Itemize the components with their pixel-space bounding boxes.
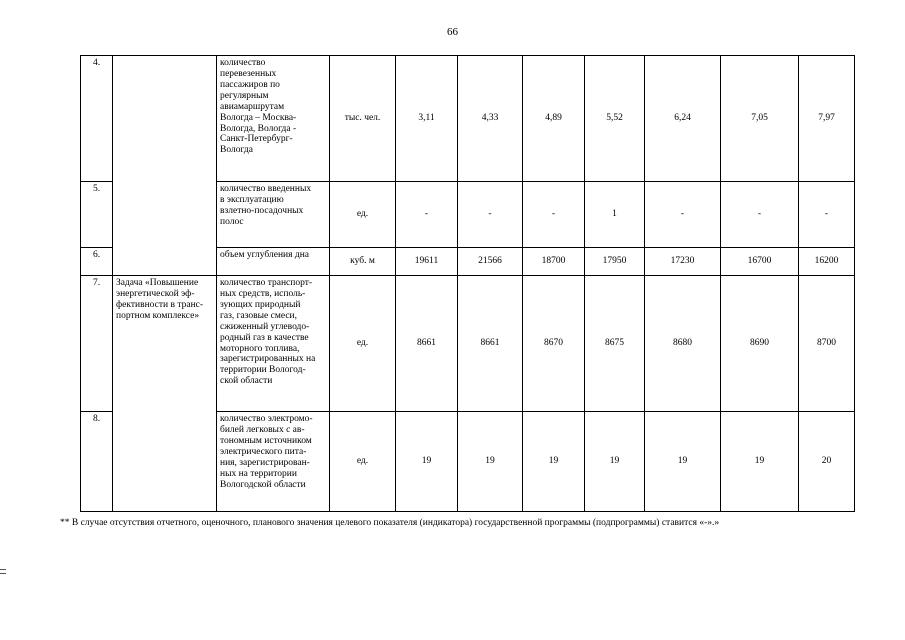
row-number-cell: 5. [81,182,113,248]
margin-mark [0,573,6,574]
row-number-cell: 8. [81,412,113,512]
value-cell: 17950 [585,248,645,276]
row-number-cell: 6. [81,248,113,276]
value-cell: 4,33 [458,56,523,182]
value-cell: 20 [799,412,855,512]
value-cell: 19 [585,412,645,512]
value-cell: 4,89 [523,56,585,182]
value-cell: 8661 [396,276,458,412]
value-cell: 8675 [585,276,645,412]
value-cell: 19 [458,412,523,512]
value-cell: 8680 [645,276,721,412]
value-cell: - [523,182,585,248]
indicator-cell: количество введенных в эксплуатацию взлетно-посадочных полос [217,182,330,248]
value-cell: - [396,182,458,248]
value-cell: - [645,182,721,248]
value-cell: 19 [721,412,799,512]
value-cell: 1 [585,182,645,248]
unit-cell: ед. [330,182,396,248]
table-body [81,56,855,512]
value-cell: 6,24 [645,56,721,182]
indicator-cell: количество перевезенных пассажиров по регулярным авиамаршрутам Вологда – Москва- Вологда, Вологда - Санкт-Петербург- Вологда [217,56,330,182]
value-cell: 21566 [458,248,523,276]
value-cell: - [721,182,799,248]
indicator-cell: количество транспорт- ных средств, исполь- зующих природный газ, газовые смеси, сжиженный углеводо- родный газ в качестве моторного топлива, зарегистрированных на территории Вологод- ской области [217,276,330,412]
value-cell: 5,52 [585,56,645,182]
row-number-cell: 4. [81,56,113,182]
value-cell: 19611 [396,248,458,276]
table-row [81,56,855,182]
value-cell: 8661 [458,276,523,412]
indicator-cell: количество электромо- билей легковых с ав- тономным источником электрического пита- ния, зарегистрирован- ных на территории Вологодской области [217,412,330,512]
value-cell: 18700 [523,248,585,276]
page-number: 66 [447,26,458,38]
row-number-cell: 7. [81,276,113,412]
value-cell: 8700 [799,276,855,412]
value-cell: 17230 [645,248,721,276]
margin-mark [0,569,6,570]
value-cell: 19 [396,412,458,512]
value-cell: 16700 [721,248,799,276]
footnote: ** В случае отсутствия отчетного, оценочного, планового значения целевого показателя (индикатора) государственной программы (подпрограммы) ставится «-».» [60,518,720,528]
value-cell: 8690 [721,276,799,412]
task-cell: Задача «Повышение энергетической эф- фективности в транс- портном комплексе» [113,276,217,512]
value-cell: 19 [645,412,721,512]
task-cell [113,56,217,276]
value-cell: 3,11 [396,56,458,182]
value-cell: 7,05 [721,56,799,182]
unit-cell: ед. [330,412,396,512]
indicator-cell: объем углубления дна [217,248,330,276]
table-row [81,276,855,412]
indicators-table [80,55,855,512]
value-cell: 7,97 [799,56,855,182]
unit-cell: куб. м [330,248,396,276]
value-cell: 19 [523,412,585,512]
value-cell: - [799,182,855,248]
value-cell: 16200 [799,248,855,276]
value-cell: - [458,182,523,248]
unit-cell: ед. [330,276,396,412]
value-cell: 8670 [523,276,585,412]
unit-cell: тыс. чел. [330,56,396,182]
